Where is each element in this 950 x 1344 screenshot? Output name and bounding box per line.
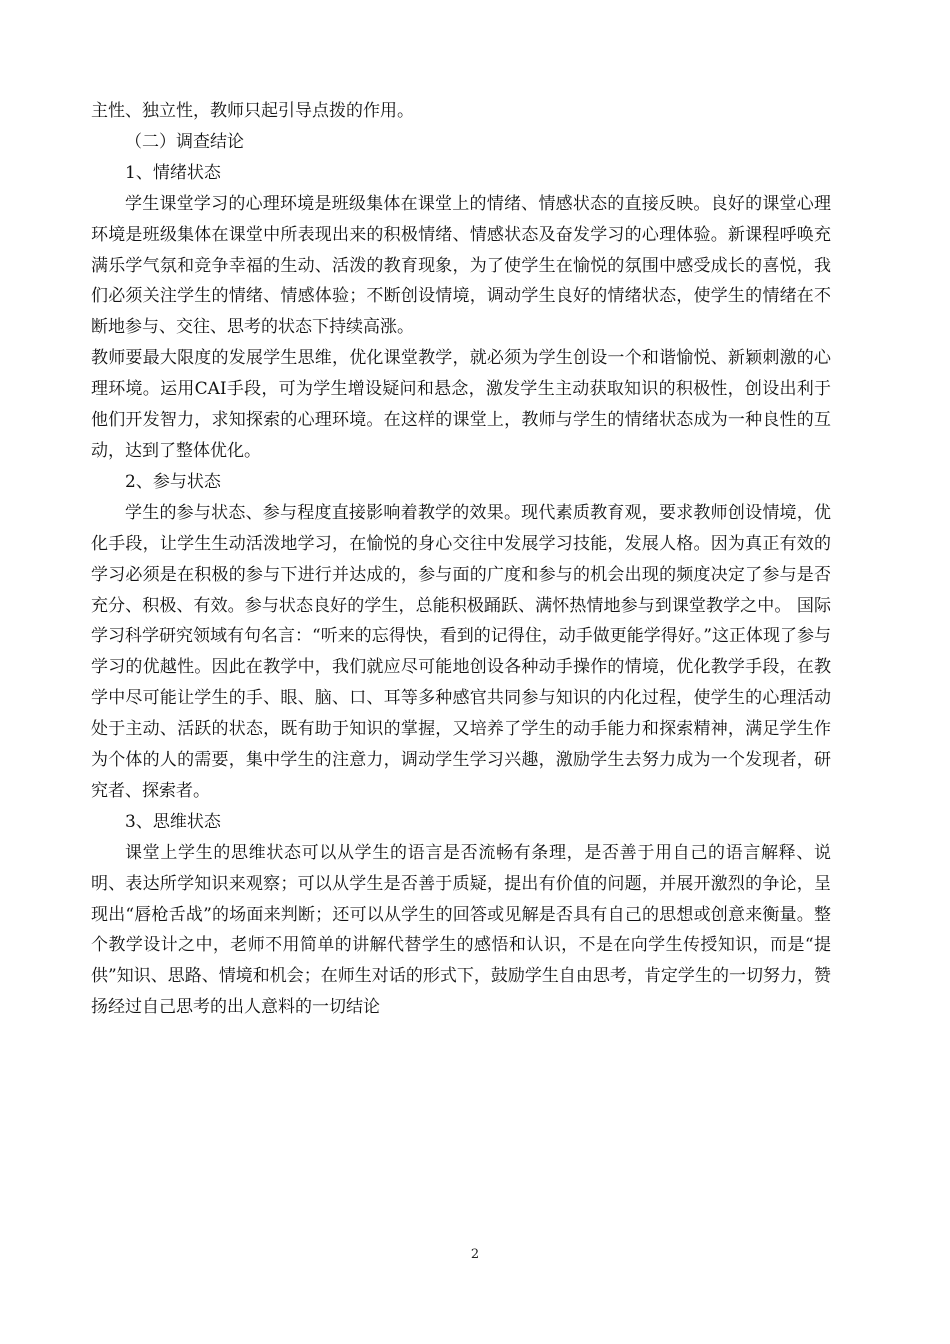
page-number: 2 — [470, 1247, 480, 1262]
subheading-participation-state: 2、参与状态 — [125, 471, 221, 492]
subheading-emotional-state: 1、情绪状态 — [125, 162, 221, 183]
document-body — [91, 96, 831, 1023]
paragraph-teacher-environment: 教师要最大限度的发展学生思维，优化课堂教学，就必须为学生创设一个和谐愉悦、新颖刺激的心理环境。运用CAI手段，可为学生增设疑问和悬念，激发学生主动获取知识的积极性，创设出利于他们开发智力，求知探索的心理环境。在这样的课堂上，教师与学生的情绪状态成为一种良性的互动，达到了整体优化。 — [91, 348, 831, 461]
paragraph-thinking-state: 课堂上学生的思维状态可以从学生的语言是否流畅有条理，是否善于用自己的语言解释、说明、表达所学知识来观察；可以从学生是否善于质疑，提出有价值的问题，并展开激烈的争论，呈现出“唇枪舌战”的场面来判断；还可以从学生的回答或见解是否具有自己的思想或创意来衡量。整个教学设计之中，老师不用简单的讲解代替学生的感悟和认识，不是在向学生传授知识，而是“提供”知识、思路、情境和机会；在师生对话的形式下，鼓励学生自由思考，肯定学生的一切努力，赞扬经过自己思考的出人意料的一切结论 — [91, 842, 831, 1018]
paragraph-emotional-state: 学生课堂学习的心理环境是班级集体在课堂上的情绪、情感状态的直接反映。良好的课堂心理环境是班级集体在课堂中所表现出来的积极情绪、情感状态及奋发学习的心理体验。新课程呼唤充满乐学气氛和竞争幸福的生动、活泼的教育现象，为了使学生在愉悦的氛围中感受成长的喜悦，我们必须关注学生的情绪、情感体验；不断创设情境，调动学生良好的情绪状态，使学生的情绪在不断地参与、交往、思考的状态下持续高涨。 — [91, 193, 831, 338]
section-heading-survey-conclusion: （二）调查结论 — [125, 131, 244, 152]
paragraph-participation-state: 学生的参与状态、参与程度直接影响着教学的效果。现代素质教育观，要求教师创设情境，优化手段，让学生生动活泼地学习，在愉悦的身心交往中发展学习技能，发展人格。因为真正有效的学习必须是在积极的参与下进行并达成的，参与面的广度和参与的机会出现的频度决定了参与是否充分、积极、有效。参与状态良好的学生，总能积极踊跃、满怀热情地参与到课堂教学之中。 国际学习科学研究领域有句名言：“听来的忘得快，看到的记得住，动手做更能学得好。”这正体现了参与学习的优越性。因此在教学中，我们就应尽可能地创设各种动手操作的情境，优化教学手段，在教学中尽可能让学生的手、眼、脑、口、耳等多种感官共同参与知识的内化过程，使学生的心理活动处于主动、活跃的状态，既有助于知识的掌握，又培养了学生的动手能力和探索精神，满足学生作为个体的人的需要，集中学生的注意力，调动学生学习兴趣，激励学生去努力成为一个发现者，研究者、探索者。 — [91, 502, 831, 801]
subheading-thinking-state: 3、思维状态 — [125, 811, 221, 832]
paragraph-continuation: 主性、独立性，教师只起引导点拨的作用。 — [91, 101, 414, 121]
